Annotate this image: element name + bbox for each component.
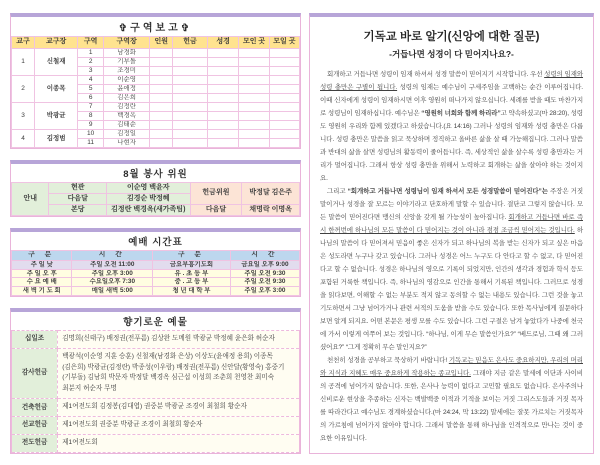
district-report-table (11, 36, 300, 148)
region-num-cell: 2 (78, 58, 104, 67)
empty-cell (239, 94, 269, 103)
empty-cell (150, 85, 173, 94)
table-row (12, 287, 300, 296)
column-header: 시 간 (72, 251, 153, 261)
empty-cell (173, 121, 208, 130)
table-row (12, 205, 300, 216)
empty-cell (269, 94, 299, 103)
text-segment: 그리고 (327, 188, 348, 195)
service-name-cell: 주 일 오 후 (12, 269, 72, 278)
service-time-cell: 금요일 오후 9:00 (230, 261, 299, 270)
empty-cell (150, 112, 173, 121)
empty-cell (239, 85, 269, 94)
empty-cell (150, 130, 173, 139)
region-leader-cell: 김태순 (104, 121, 150, 130)
guide-label-cell: 안내 (12, 183, 49, 216)
empty-cell (207, 112, 239, 121)
column-header: 인원 (150, 37, 173, 49)
text-segment: 성령의 임재는 예수님이 구세주임을 고백하는 순간 이루어집니다. 이때 신자에게 성령이 임재하시면 이후 영원히 떠나가지 않으십니다. 세례를 받을 때도 마찬가지로 성령님이 임재하십니다. 예수님은 (320, 84, 583, 117)
empty-cell (173, 67, 208, 76)
text-segment: 그래야 지금 같은 말세에 이단과 사이비의 공격에 넘어가지 않습니다. 또한, 은사나 능력이 없다고 고민할 필요도 없습니다. 은사주의나 신비로운 현상을 추종하는 신자는 백발백중 이적과 기적을 보이는 거짓 그리스도들과 거짓 목자를 따라간다고 예수님도 경계하셨습니다.(마 24:24, 막 13:22) 말세에는 잘못 가르치는 거짓목자의 가르침에 넘어가지 않아야 합니다. 그래서 말씀을 통해 하나님을 인격적으로 만나는 것이 중요한 이유입니다. (320, 370, 583, 442)
service-name-cell: 청 년 대 학 부 (153, 287, 231, 296)
service-name-cell: 새 벽 기 도 회 (12, 287, 72, 296)
service-time-cell: 주일 오후 3:00 (72, 269, 153, 278)
service-time-cell: 주일 오후 3:00 (230, 287, 299, 296)
empty-cell (269, 130, 299, 139)
column-header: 구 분 (12, 251, 72, 261)
article-paragraph (320, 185, 583, 354)
empty-cell (150, 103, 173, 112)
empty-cell (239, 139, 269, 148)
service-name-cell: 유 . 초 등 부 (153, 269, 231, 278)
column-header: 모인 곳 (239, 37, 269, 49)
empty-cell (269, 103, 299, 112)
article-subtitle: -거듭나면 성경이 다 믿어지나요?- (389, 49, 514, 59)
empty-cell (239, 121, 269, 130)
offering-type-cell: 선교헌금 (12, 417, 58, 435)
region-num-cell: 5 (78, 85, 104, 94)
empty-cell (173, 85, 208, 94)
offering-names-cell: 제1여전도회 김정봉(김대엽) 권중분 박광균 조경이 최철희 황순자 (58, 399, 300, 417)
place-label-cell: 본당 (49, 205, 107, 216)
empty-cell (173, 139, 208, 148)
underlined-text: 회개하고 거듭나면 바로 즉시 한꺼번에 하나님의 모든 말씀이 다 믿어지는 것이 아니라 점점 조금씩 믿어지는 것입니다. (320, 214, 583, 234)
empty-cell (239, 76, 269, 85)
empty-cell (207, 49, 239, 58)
region-leader-cell: 김정란 (104, 103, 150, 112)
empty-cell (207, 121, 239, 130)
region-leader-cell: 김은희 (104, 94, 150, 103)
column-header: 구역장 (104, 37, 150, 49)
offering-names-cell: 백광석(이순영 지훈 승훈) 신철재(남경화 은상) 이상도(윤애정 용희) 이종목(김은희) 박광균(김정란) 박종성(이우람) 배정권(전푸름) 신안달(황영숙) 홍중기(기부돌) 김남희 박문자 박정달 백경옥 심근섭 이성희 조춘희 천영찬 최미숙 최분지 허순자 무명 (58, 348, 300, 399)
table-row (12, 269, 300, 278)
place-label-cell: 현관 (49, 183, 107, 194)
text-segment: 주장은 거짓말이거나 성경을 잘 모르는 이야기라고 단호하게 말할 수 있습니다. 결단코 그렇지 않습니다. 모든 말씀이 믿어진다면 맹신의 신앙을 갖게 될 가능성이 높아집니다. (320, 188, 583, 221)
empty-cell (207, 76, 239, 85)
names-cell: 김정란 백경옥(새가족팀) (107, 205, 191, 216)
region-num-cell: 6 (78, 94, 104, 103)
parish-leader-cell: 김정범 (35, 130, 78, 148)
service-name-cell: 중 . 고 등 부 (153, 278, 231, 287)
parish-leader-cell: 신철재 (35, 49, 78, 76)
empty-cell (207, 130, 239, 139)
text-segment: 회개하고 거듭나면 성령이 임재 하셔서 성경 말씀이 믿어지기 시작합니다. 우선 (327, 71, 545, 78)
region-leader-cell: 윤애정 (104, 85, 150, 94)
service-name-cell: 수 요 예 배 (12, 278, 72, 287)
worship-schedule-title: 예배 시간표 (128, 237, 183, 248)
column-header: 구역 (78, 37, 104, 49)
empty-cell (269, 85, 299, 94)
region-num-cell: 9 (78, 121, 104, 130)
empty-cell (150, 139, 173, 148)
empty-cell (207, 103, 239, 112)
region-leader-cell: 나현자 (104, 139, 150, 148)
offering-names-cell: 제1여전도회 권중분 박광균 조경이 최철희 황순자 (58, 417, 300, 435)
region-leader-cell: 기부돌 (104, 58, 150, 67)
table-row (12, 348, 300, 399)
offering-type-cell: 전도헌금 (12, 434, 58, 452)
empty-cell (173, 49, 208, 58)
empty-cell (239, 67, 269, 76)
district-header-row (12, 37, 300, 49)
worship-schedule-section (10, 228, 301, 297)
committee-table (11, 182, 300, 216)
column-header: 교구 (12, 37, 35, 49)
empty-cell (150, 58, 173, 67)
table-row (12, 278, 300, 287)
empty-cell (173, 103, 208, 112)
right-column (309, 13, 594, 465)
table-row (12, 330, 300, 348)
empty-cell (269, 121, 299, 130)
empty-cell (269, 76, 299, 85)
table-row (12, 434, 300, 452)
empty-cell (269, 58, 299, 67)
column-header: 구 분 (153, 251, 231, 261)
next-names-cell: 채명락 이명옥 (242, 205, 300, 216)
committee-section (10, 160, 301, 217)
empty-cell (150, 76, 173, 85)
empty-cell (173, 112, 208, 121)
table-row (12, 103, 300, 112)
region-num-cell: 3 (78, 67, 104, 76)
table-row (12, 76, 300, 85)
empty-cell (239, 58, 269, 67)
empty-cell (150, 94, 173, 103)
parish-leader-cell: 이종목 (35, 76, 78, 103)
empty-cell (150, 49, 173, 58)
names-cell: 이순영 백윤자 (107, 183, 191, 194)
service-name-cell: 주 일 낮 (12, 261, 72, 270)
empty-cell (207, 94, 239, 103)
service-time-cell: 주일 오전 9:30 (230, 278, 299, 287)
empty-cell (173, 94, 208, 103)
table-row (12, 261, 300, 270)
underlined-text: 기독교는 믿음도 은사도 중요하지만, 우리의 머리와 지식과 지혜도 매우 중요하게 작용하는 종교입니다. (320, 357, 583, 377)
offering-names-cell: 박정달 김은주 (242, 183, 300, 205)
service-name-cell: 금요부흥기도회 (153, 261, 231, 270)
offering-label-cell: 헌금위원 (190, 183, 242, 205)
offering-type-cell: 십일조 (12, 330, 58, 348)
offering-type-cell: 건축헌금 (12, 399, 58, 417)
bold-quote: “회개하고 거듭나면 성령님이 임재 하셔서 모든 성경말씀이 믿어진다”는 (347, 188, 548, 195)
table-row (12, 417, 300, 435)
column-header: 교구장 (35, 37, 78, 49)
empty-cell (269, 67, 299, 76)
table-row (12, 49, 300, 58)
bold-quote: “영원히 너희와 함께 하리라” (421, 110, 501, 117)
empty-cell (239, 49, 269, 58)
table-row (12, 183, 300, 194)
district-report-section (10, 13, 301, 149)
offering-type-cell: 감사헌금 (12, 348, 58, 399)
empty-cell (173, 58, 208, 67)
empty-cell (207, 85, 239, 94)
empty-cell (239, 103, 269, 112)
table-row (12, 130, 300, 139)
offering-names-cell: 제1여전도회 (58, 434, 300, 452)
empty-cell (150, 121, 173, 130)
region-num-cell: 4 (78, 76, 104, 85)
text-segment: 천천히 성경을 공부하고 묵상하기 바랍니다! (327, 357, 449, 364)
parish-no-cell: 4 (12, 130, 35, 148)
column-header: 헌금 (173, 37, 208, 49)
empty-cell (207, 67, 239, 76)
region-leader-cell: 백경옥 (104, 112, 150, 121)
offering-names-cell: 김명희(신태구) 배정권(전푸름) 김상완 도메원 박광균 박정혜 윤은화 허순자 (58, 330, 300, 348)
region-num-cell: 10 (78, 130, 104, 139)
worship-header-row (12, 251, 300, 261)
district-report-title: ✞구역보고✞ (118, 23, 193, 34)
column-header: 모일 곳 (269, 37, 299, 49)
parish-no-cell: 2 (12, 76, 35, 103)
offerings-title: 향기로운 예물 (123, 316, 188, 328)
parish-leader-cell: 박광균 (35, 103, 78, 130)
table-row (12, 399, 300, 417)
region-leader-cell: 조경미 (104, 67, 150, 76)
empty-cell (173, 76, 208, 85)
service-time-cell: 주일 오전 11:00 (72, 261, 153, 270)
names-cell: 김경순 박정혜 (107, 194, 191, 205)
underlined-text: 성령의 임재와 성령 충만은 구별이 됩니다. (320, 71, 584, 91)
region-leader-cell: 이순영 (104, 76, 150, 85)
region-leader-cell: 남경화 (104, 49, 150, 58)
region-num-cell: 11 (78, 139, 104, 148)
article-paragraph (320, 68, 583, 185)
region-num-cell: 7 (78, 103, 104, 112)
empty-cell (269, 112, 299, 121)
parish-no-cell: 3 (12, 103, 35, 130)
worship-schedule-table (11, 250, 300, 296)
empty-cell (269, 139, 299, 148)
region-leader-cell: 김정일 (104, 130, 150, 139)
offerings-table (11, 330, 300, 453)
text-segment: 고 약속하셨고(마 28:20), 성령도 영원히 우리와 함께 있겠다고 하셨습니다.(요 14:16) 그러나 성령의 임재와 성령 충만은 다릅니다. 성령 충만은 말씀을 읽고 묵상하며 정직하고 올바른 삶을 살 때 가능해집니다. 그러나 말씀과 반대의 삶을 살면 성령님의 활동력이 줄어듭니다. 즉, 세상적인 삶을 살수록 성령 충만과는 거리가 멀어집니다. 그래서 항상 성령 충만을 위해서 노력하고 회개하는 삶을 살아야 하는 것이지요. (320, 110, 583, 182)
service-time-cell: 매일 새벽 5:00 (72, 287, 153, 296)
article-paragraph (320, 354, 583, 445)
service-time-cell: 주일 오전 9:30 (230, 269, 299, 278)
empty-cell (173, 130, 208, 139)
committee-title: 8월 봉사 위원 (123, 169, 188, 180)
region-num-cell: 8 (78, 112, 104, 121)
empty-cell (239, 112, 269, 121)
column-header: 성경 (207, 37, 239, 49)
offerings-section (10, 308, 301, 454)
text-segment: 하나님의 말씀이 다 믿어져서 믿음이 좋은 신자가 되고 하나님의 복을 받는 신자가 되고 싶은 마음은 성도라면 누구나 갖고 있습니다. 그러나 성경은 어느 누구도 다 안다고 할 수 없고, 다 믿어진다고 할 수 없습니다. 성경은 하나님의 영으로 기록이 되었지만, 인간의 생각과 경험과 학식 등도 포함된 거룩한 책입니다. 즉, 하나님의 영감으로 인간을 통해서 기록된 책입니다. 그러므로 성경을 읽다보면, 이해할 수 없는 부분도 적지 않고 동의할 수 없는 내용도 있습니다. 그런 것을 놓고 기도하면서 그냥 넘어가거나 관련 서적의 도움을 받을 수도 있습니다. 또한 목사님에게 질문하다 보면 알게 되지요. 어떤 본문은 평생 모를 수도 있습니다. 그런 구절은 남겨 놓았다가 나중에 천국에 가서 이렇게 여쭈어 보는 것입니다. “하나님, 이게 무슨 말씀인가요?” “베드로님, 그때 왜 그러셨어요?” “그게 정확히 무슨 말인지요?” (320, 227, 583, 351)
next-label-cell: 다음달 (190, 205, 242, 216)
empty-cell (207, 58, 239, 67)
place-label-cell: 다음달 (49, 194, 107, 205)
empty-cell (207, 139, 239, 148)
empty-cell (150, 67, 173, 76)
region-num-cell: 1 (78, 49, 104, 58)
parish-no-cell: 1 (12, 49, 35, 76)
article-title: 기독교 바로 알기(신앙에 대한 질문) (363, 31, 540, 43)
left-column (10, 13, 301, 465)
column-header: 시 간 (230, 251, 299, 261)
service-time-cell: 수요일오후 7:30 (72, 278, 153, 287)
empty-cell (269, 49, 299, 58)
empty-cell (239, 130, 269, 139)
article-section (309, 13, 594, 454)
